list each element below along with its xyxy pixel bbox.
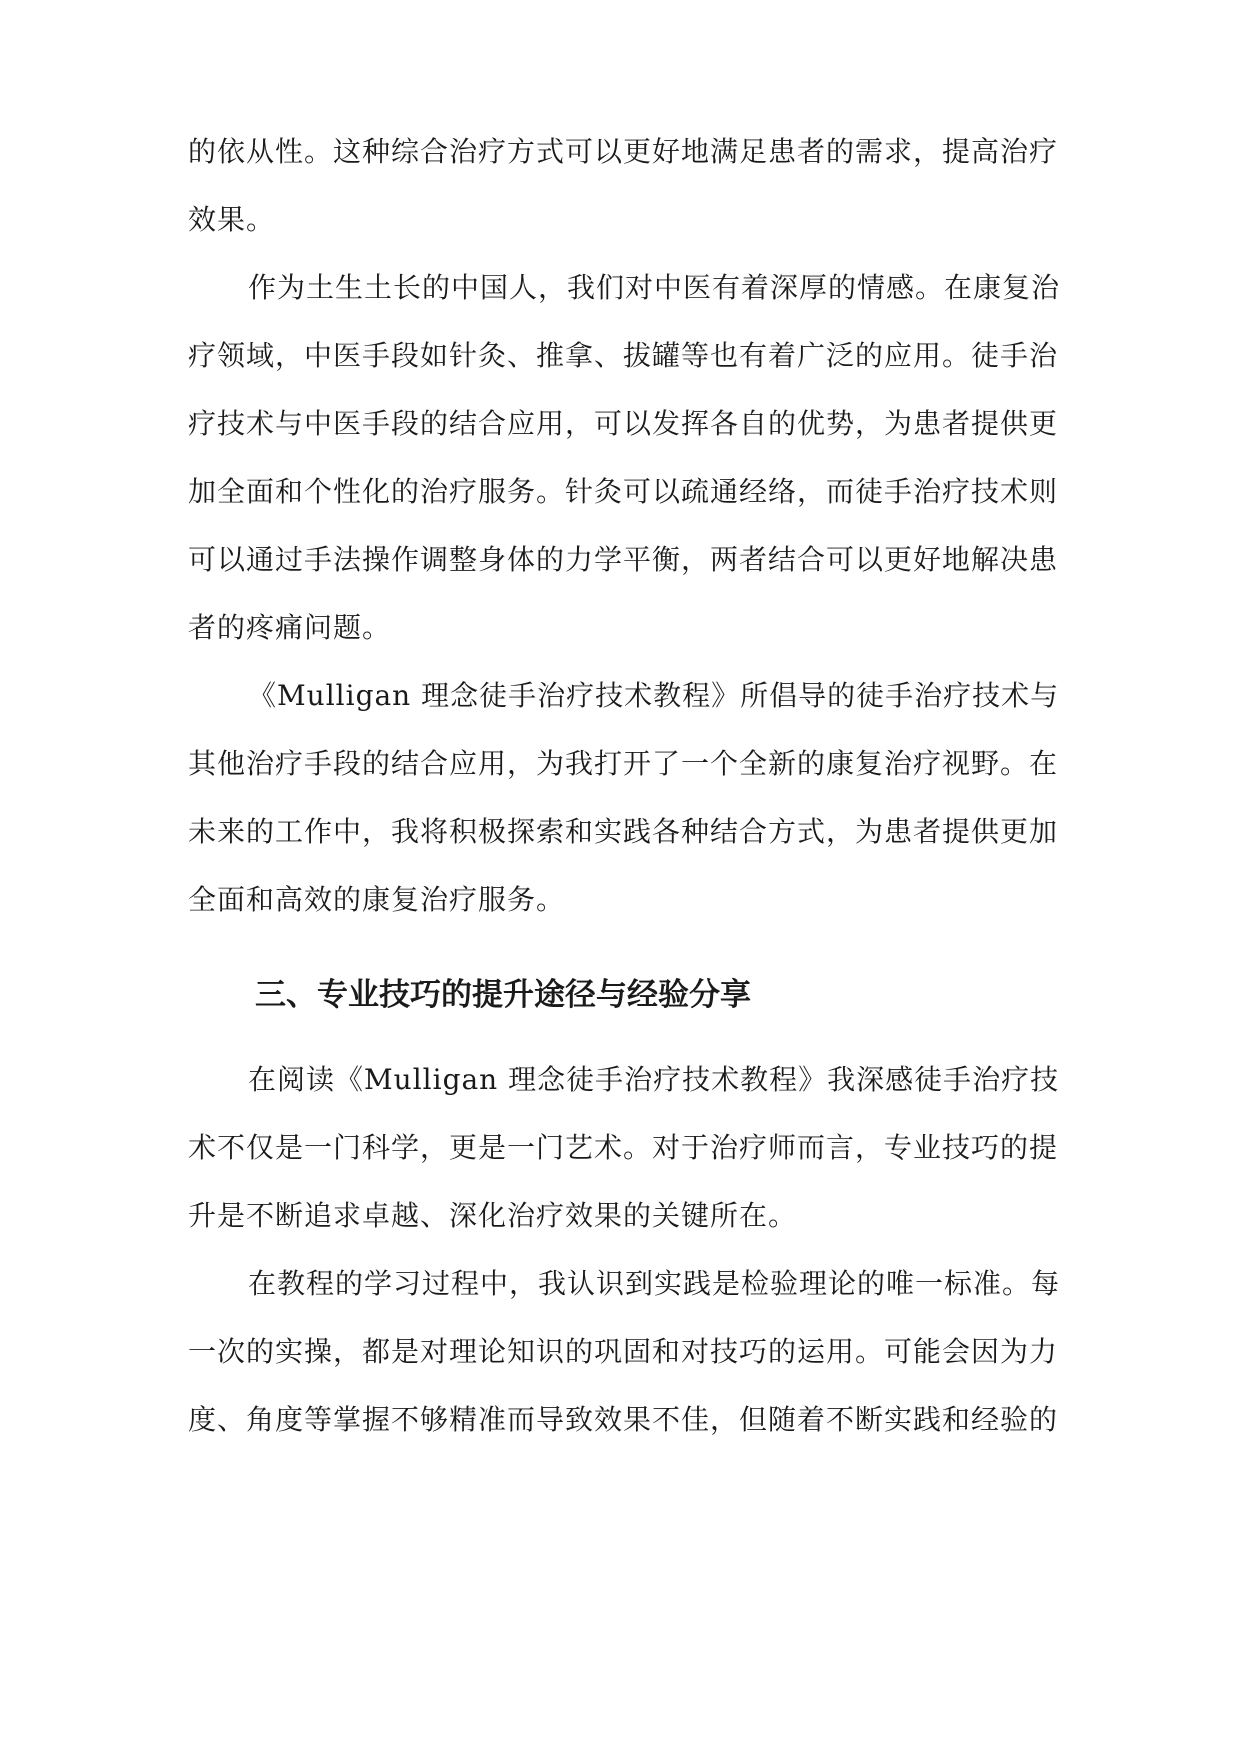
paragraph-2-line-3: 疗技术与中医手段的结合应用，可以发挥各自的优势，为患者提供更: [188, 407, 1059, 440]
paragraph-4-line-2: 术不仅是一门科学，更是一门艺术。对于治疗师而言，专业技巧的提: [188, 1131, 1059, 1164]
paragraph-2-line-1: 作为土生土长的中国人，我们对中医有着深厚的情感。在康复治: [248, 271, 1061, 304]
paragraph-3-line-1: 《Mulligan 理念徒手治疗技术教程》所倡导的徒手治疗技术与: [248, 679, 1060, 712]
paragraph-1-line-2: 效果。: [188, 203, 276, 236]
paragraph-3-line-3: 未来的工作中，我将积极探索和实践各种结合方式，为患者提供更加: [188, 815, 1059, 848]
paragraph-2-line-5: 可以通过手法操作调整身体的力学平衡，两者结合可以更好地解决患: [188, 543, 1059, 576]
paragraph-1-line-1: 的依从性。这种综合治疗方式可以更好地满足患者的需求，提高治疗: [188, 135, 1059, 168]
paragraph-2-line-2: 疗领域，中医手段如针灸、推拿、拔罐等也有着广泛的应用。徒手治: [188, 339, 1059, 372]
section-heading: 三、专业技巧的提升途径与经验分享: [255, 977, 751, 1013]
paragraph-5-line-2: 一次的实操，都是对理论知识的巩固和对技巧的运用。可能会因为力: [188, 1335, 1059, 1368]
paragraph-4-line-3: 升是不断追求卓越、深化治疗效果的关键所在。: [188, 1199, 798, 1232]
paragraph-2-line-4: 加全面和个性化的治疗服务。针灸可以疏通经络，而徒手治疗技术则: [188, 475, 1059, 508]
paragraph-5-line-1: 在教程的学习过程中，我认识到实践是检验理论的唯一标准。每: [248, 1267, 1061, 1300]
paragraph-4-line-1: 在阅读《Mulligan 理念徒手治疗技术教程》我深感徒手治疗技: [248, 1063, 1060, 1096]
paragraph-2-line-6: 者的疼痛问题。: [188, 611, 392, 644]
paragraph-3-line-4: 全面和高效的康复治疗服务。: [188, 883, 566, 916]
paragraph-3-line-2: 其他治疗手段的结合应用，为我打开了一个全新的康复治疗视野。在: [188, 747, 1059, 780]
paragraph-5-line-3: 度、角度等掌握不够精准而导致效果不佳，但随着不断实践和经验的: [188, 1403, 1059, 1436]
